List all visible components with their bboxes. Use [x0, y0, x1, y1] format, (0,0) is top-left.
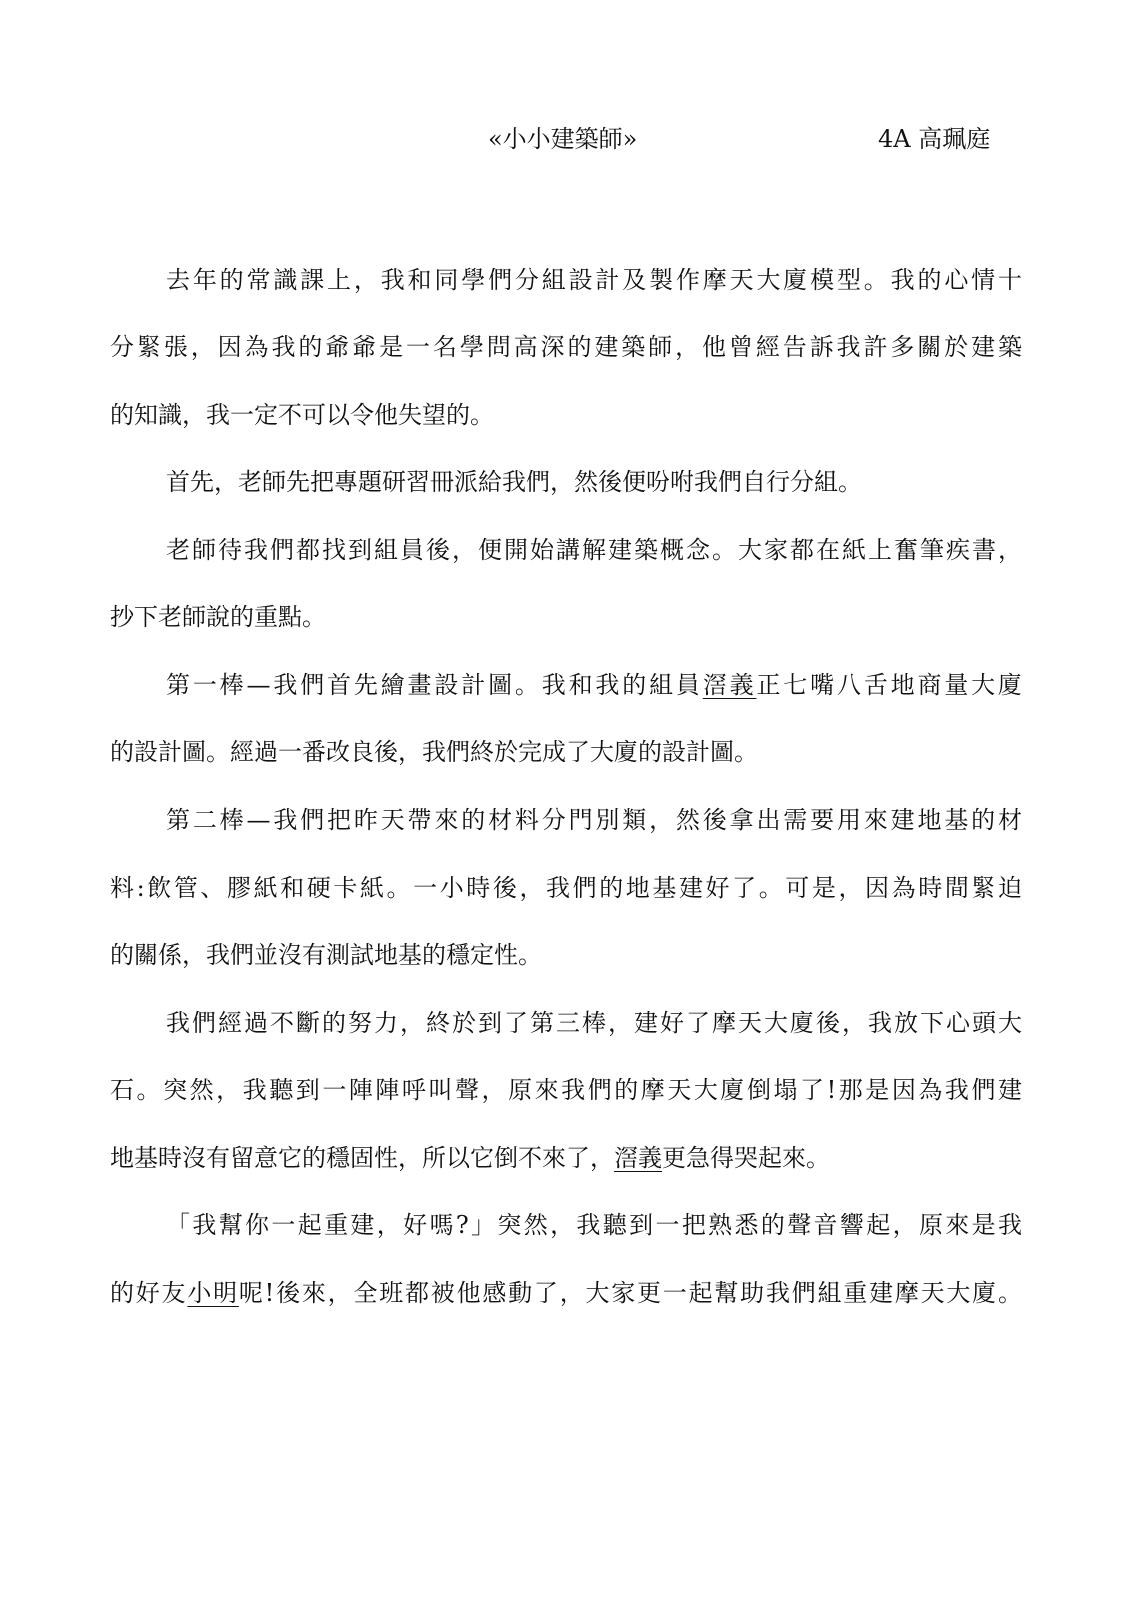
text-segment: 第一棒—我們首先繪畫設計圖。我和我的組員 — [166, 671, 703, 699]
text-segment: 更急得哭起來。 — [662, 1144, 830, 1172]
text-segment: 正七嘴八舌地商量大廈 — [756, 671, 1023, 699]
paragraph-3-line-1: 老師待我們都找到組員後，便開始講解建築概念。大家都在紙上奮筆疾書， — [166, 536, 1022, 564]
underlined-name: 小明 — [187, 1279, 239, 1307]
text-segment: 地基時沒有留意它的穩固性，所以它倒不來了， — [110, 1144, 614, 1172]
paragraph-7-line-1: 「我幫你一起重建，好嗎?」突然，我聽到一把熟悉的聲音響起，原來是我 — [166, 1211, 1022, 1239]
paragraph-4-line-1 — [166, 665, 1022, 705]
text-segment: 的好友 — [110, 1279, 188, 1307]
paragraph-2-line-1: 首先，老師先把專題研習冊派給我們，然後便吩咐我們自行分組。 — [166, 468, 862, 496]
paragraph-6-line-1: 我們經過不斷的努力，終於到了第三棒，建好了摩天大廈後，我放下心頭大 — [166, 1009, 1022, 1037]
paragraph-6-line-3 — [110, 1138, 1022, 1178]
essay-title: «小小建築師» — [488, 125, 638, 153]
paragraph-5-line-2: 料:飲管、膠紙和硬卡紙。一小時後，我們的地基建好了。可是，因為時間緊迫 — [110, 874, 1022, 902]
author-line: 4A 高珮庭 — [878, 125, 991, 153]
underlined-name: 滘義 — [702, 671, 757, 699]
paragraph-1-line-2: 分緊張，因為我的爺爺是一名學問高深的建築師，他曾經告訴我許多關於建築 — [110, 333, 1022, 361]
underlined-name: 滘義 — [614, 1144, 662, 1172]
paragraph-5-line-3: 的關係，我們並沒有測試地基的穩定性。 — [110, 941, 542, 969]
paragraph-3-line-2: 抄下老師說的重點。 — [110, 603, 326, 631]
paragraph-4-line-2: 的設計圖。經過一番改良後，我們終於完成了大廈的設計圖。 — [110, 738, 758, 766]
paragraph-1-line-1: 去年的常識課上，我和同學們分組設計及製作摩天大廈模型。我的心情十 — [166, 266, 1022, 294]
paragraph-1-line-3: 的知識，我一定不可以令他失望的。 — [110, 401, 494, 429]
paragraph-6-line-2: 石。突然，我聽到一陣陣呼叫聲，原來我們的摩天大廈倒塌了!那是因為我們建 — [110, 1076, 1022, 1104]
text-segment: 呢!後來，全班都被他感動了，大家更一起幫助我們組重建摩天大廈。 — [238, 1279, 1022, 1307]
paragraph-7-line-2 — [110, 1273, 1022, 1313]
paragraph-5-line-1: 第二棒—我們把昨天帶來的材料分門別類，然後拿出需要用來建地基的材 — [166, 806, 1022, 834]
